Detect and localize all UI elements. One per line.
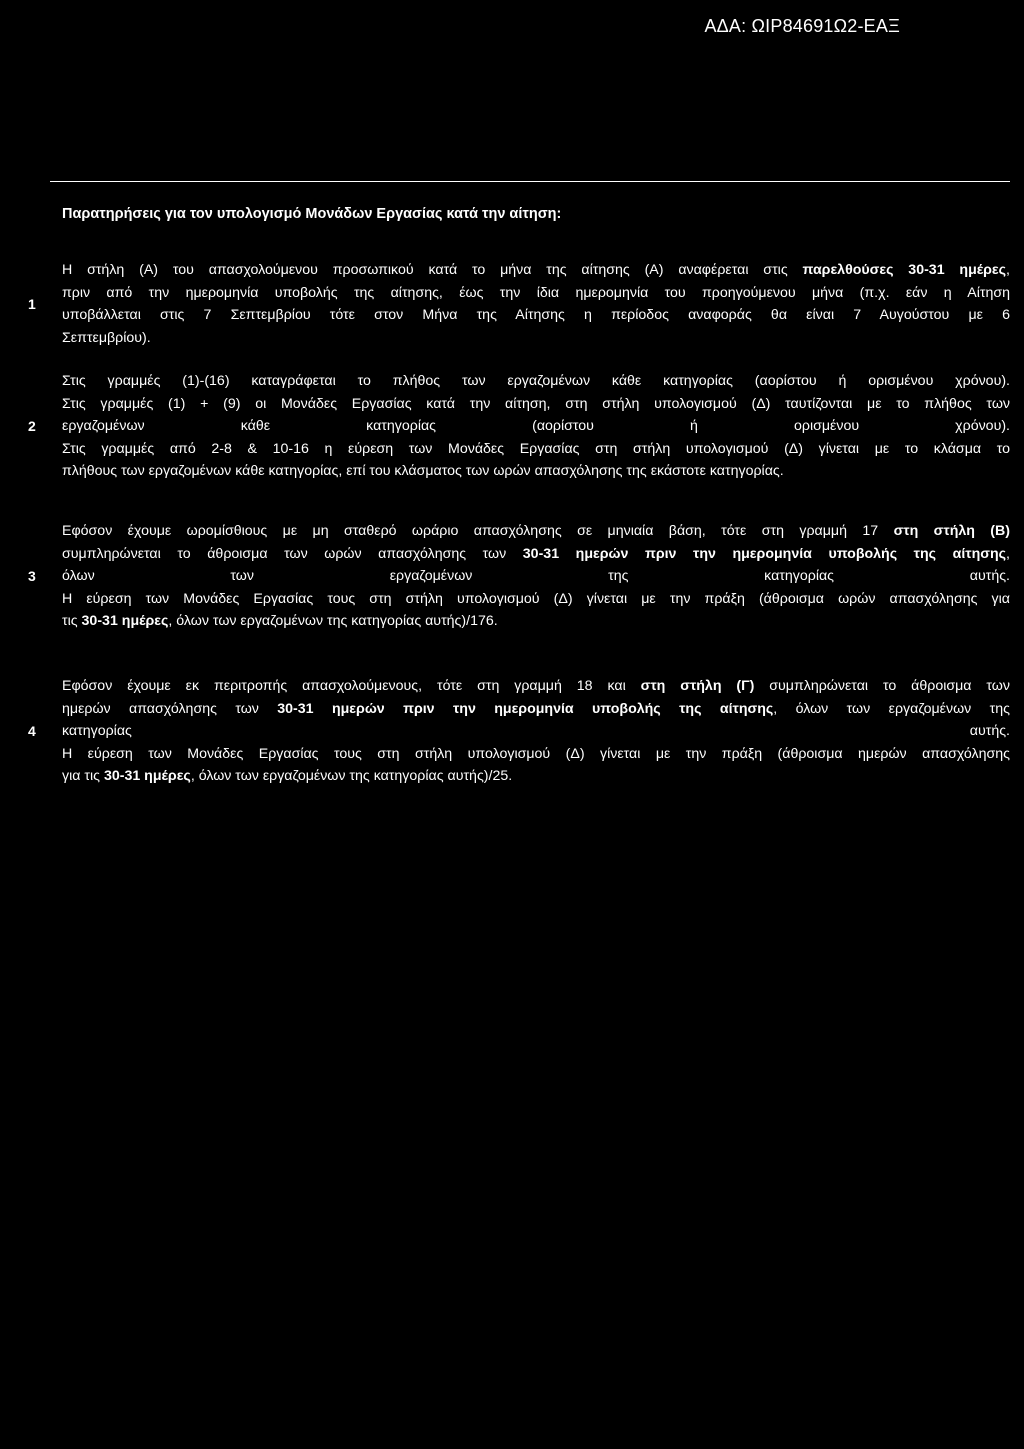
note-line: Στις γραμμές (1)-(16) καταγράφεται το πλήθος των εργαζομένων κάθε κατηγορίας (αορίστου ή ορισμένου χρόνου). — [62, 373, 1010, 389]
note-line: Στις γραμμές από 2-8 & 10-16 η εύρεση των Μονάδες Εργασίας στη στήλη υπολογισμού (Δ) γίνεται με το κλάσμα το — [62, 440, 1010, 457]
note-number: 3 — [28, 568, 36, 585]
note-line: κατηγορίας αυτής. — [62, 723, 1010, 739]
note-text — [62, 675, 1010, 788]
note-line — [62, 520, 1010, 543]
line-text: ημερών απασχόλησης των — [62, 700, 278, 717]
note-line: πριν από την ημερομηνία υποβολής της αίτησης, έως την ίδια ημερομηνία του προηγούμενου μήνα (π.χ. εάν η Αίτηση — [62, 284, 1010, 301]
note-line: υποβάλλεται στις 7 Σεπτεμβρίου τότε στον Μήνα της Αίτησης η περίοδος αναφοράς θα είναι 7 Αυγούστου με 6 — [62, 307, 1010, 323]
ada-code: ΑΔΑ: ΩΙΡ84691Ω2-ΕΑΞ — [704, 16, 900, 36]
note-1 — [24, 259, 1010, 349]
line-text: Εφόσον έχουμε ωρομίσθιους με μη σταθερό ωράριο απασχόλησης σε μηνιαία βάση, τότε στη γραμμή 17 — [62, 523, 894, 539]
line-text: συμπληρώνεται το άθροισμα των — [754, 678, 1010, 694]
note-text — [62, 370, 1010, 483]
note-line — [62, 259, 1010, 282]
note-number: 1 — [28, 296, 36, 312]
note-line: πλήθους των εργαζομένων κάθε κατηγορίας, επί του κλάσματος των ωρών απασχόλησης της εκάστοτε κατηγορίας. — [62, 463, 784, 479]
note-line — [62, 765, 1010, 788]
horizontal-rule — [50, 181, 1010, 182]
note-line — [62, 698, 1010, 721]
note-line: Σεπτεμβρίου). — [62, 329, 151, 346]
line-text: , — [1006, 262, 1010, 278]
note-line — [62, 543, 1010, 566]
note-2 — [24, 370, 1010, 483]
note-line: Η εύρεση των Μονάδες Εργασίας τους στη στήλη υπολογισμού (Δ) γίνεται με την πράξη (άθροισμα ωρών απασχόλησης για — [62, 590, 1010, 607]
line-text: , όλων των εργαζομένων της κατηγορίας αυτής)/25. — [190, 768, 513, 784]
line-text: συμπληρώνεται το άθροισμα των ωρών απασχόλησης των — [62, 545, 523, 562]
line-text: , όλων των εργαζομένων της κατηγορίας αυτής)/176. — [168, 613, 498, 629]
line-text: Η στήλη (Α) του απασχολούμενου προσωπικού κατά το μήνα της αίτησης (Α) αναφέρεται στις — [62, 262, 803, 278]
note-line: όλων των εργαζομένων της κατηγορίας αυτής. — [62, 568, 1010, 584]
line-text: για τις — [62, 768, 104, 784]
line-emphasis: στη στήλη (Β) — [893, 523, 1010, 539]
line-text: Εφόσον έχουμε εκ περιτροπής απασχολούμενους, τότε στη γραμμή 18 και — [62, 678, 641, 694]
line-emphasis: 30-31 ημέρες — [103, 768, 191, 784]
line-emphasis: παρελθούσες 30-31 ημέρες — [802, 262, 1007, 278]
note-text — [62, 259, 1010, 349]
note-line: εργαζομένων κάθε κατηγορίας (αορίστου ή ορισμένου χρόνου). — [62, 418, 1010, 434]
note-line — [62, 610, 1010, 633]
note-text — [62, 520, 1010, 633]
note-line — [62, 675, 1010, 698]
line-emphasis: 30-31 ημέρες — [81, 613, 169, 629]
note-number: 2 — [28, 418, 36, 435]
note-3 — [24, 520, 1010, 633]
note-number: 4 — [28, 723, 36, 740]
line-text: , όλων των εργαζομένων της — [773, 700, 1010, 717]
line-text: τις — [62, 613, 82, 629]
note-4 — [24, 675, 1010, 788]
note-line: Η εύρεση των Μονάδες Εργασίας τους στη στήλη υπολογισμού (Δ) γίνεται με την πράξη (άθροισμα ημερών απασχόλησης — [62, 745, 1010, 762]
line-emphasis: στη στήλη (Γ) — [640, 678, 755, 694]
line-text: , — [1006, 545, 1010, 562]
line-emphasis: 30-31 ημερών πριν την ημερομηνία υποβολής της αίτησης — [522, 545, 1007, 562]
note-line: Στις γραμμές (1) + (9) οι Μονάδες Εργασίας κατά την αίτηση, στη στήλη υπολογισμού (Δ) ταυτίζονται με το πλήθος των — [62, 395, 1010, 412]
notes-title: Παρατηρήσεις για τον υπολογισμό Μονάδων Εργασίας κατά την αίτηση: — [62, 206, 562, 222]
line-emphasis: 30-31 ημερών πριν την ημερομηνία υποβολής της αίτησης — [277, 700, 774, 717]
